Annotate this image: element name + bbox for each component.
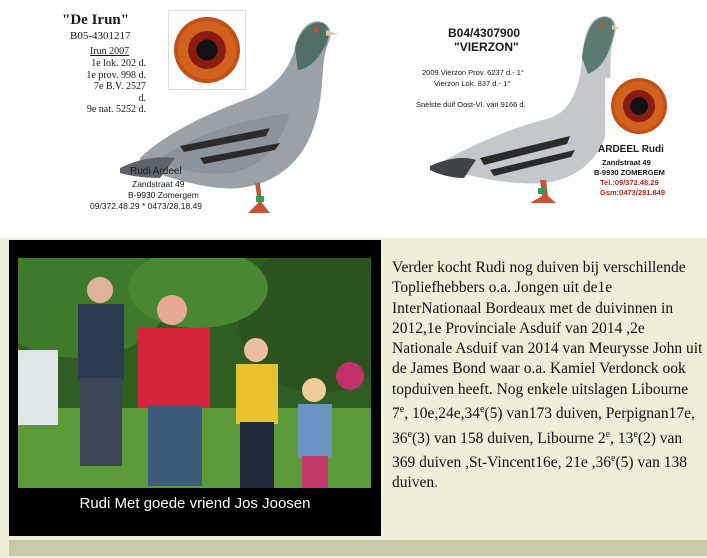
article-sup: e <box>479 404 485 416</box>
photo-caption: Rudi Met goede vriend Jos Joosen <box>79 495 311 512</box>
article-text-part: , 13 <box>610 429 634 447</box>
article-text <box>392 258 704 494</box>
pigeon-ring: B04/4307900 <box>448 26 521 40</box>
pigeon-name: "De Irun" <box>62 12 130 28</box>
result-item: 9e nat. 5252 d. <box>86 104 146 115</box>
owner-name: Rudi Ardeel <box>130 166 182 177</box>
article-text-part: (5) van173 duiven, Perpignan17e, 36 <box>392 405 695 447</box>
article-text-part: Verder kocht Rudi nog duiven bij verschillende Topliefhebbers o.a. Jongen uit de1e InterNationaal Bordeaux met de duivinnen in 2012,1e Provinciale Asduif van 2014 ,2e Nationale Asduif van 2014 van Meurysse John uit de James Bond waar o.a. Kamiel Verdonck ook topduiven heeft. Nog enkele uitslagen Libourne 7 <box>392 259 703 423</box>
result-line: 2009 Vierzon Prov. 6237 d.- 1° <box>422 68 524 77</box>
article-sup: e <box>633 428 638 440</box>
owner-gsm: Gsm:0473/281.849 <box>600 188 666 197</box>
result-item: 1e prov. 998 d. <box>86 69 146 81</box>
article-text-part: , 10e,24e,34 <box>404 405 480 423</box>
pigeon-card-de-irun <box>10 0 340 222</box>
article-sup: e <box>407 428 412 440</box>
result-line: Vierzon Lok. 837 d.- 1° <box>434 79 511 88</box>
owner-address: Zandstraat 49 <box>132 179 185 189</box>
article-text-part: (5) van 138 duiven <box>392 454 687 492</box>
pigeon-image <box>430 8 620 208</box>
result-item: 1e lok. 202 d. <box>91 58 146 69</box>
article-text-part: (2) van 369 duiven ,St-Vincent16e, 21e ,36 <box>392 429 683 472</box>
owner-address: Zandstraat 49 <box>602 158 651 167</box>
bottom-strip <box>9 540 707 556</box>
photo-frame <box>9 240 381 536</box>
article-sup: e <box>605 428 611 440</box>
owner-tel: Tel.:09/372.48.29 <box>600 178 659 187</box>
group-photo-illustration <box>18 258 371 488</box>
pigeon-eye-image <box>611 78 667 134</box>
result-note: Snelste duif Oost-Vl. van 9166 d. <box>416 100 526 109</box>
owner-name: ARDEEL Rudi <box>598 144 664 155</box>
article-sup: e <box>399 404 405 416</box>
pigeon-card-vierzon <box>380 0 707 222</box>
article-end-dot: . <box>434 474 439 492</box>
pigeon-ring: B05-4301217 <box>70 30 131 42</box>
article-text-part: (3) van 158 duiven, Libourne 2 <box>411 429 606 447</box>
eye-photo-frame <box>605 78 673 136</box>
owner-city: B-9930 ZOMERGEM <box>594 168 665 177</box>
race-title: Irun 2007 <box>90 46 130 57</box>
group-photo <box>18 258 371 488</box>
owner-city: B-9930 Zomergem <box>128 190 199 200</box>
owner-phone: 09/372.48.29 * 0473/28.18.49 <box>90 201 203 211</box>
result-item: 7e B.V. 2527 d. <box>93 81 146 104</box>
pigeon-name: "VIERZON" <box>454 40 519 54</box>
article-sup: e <box>611 452 616 464</box>
